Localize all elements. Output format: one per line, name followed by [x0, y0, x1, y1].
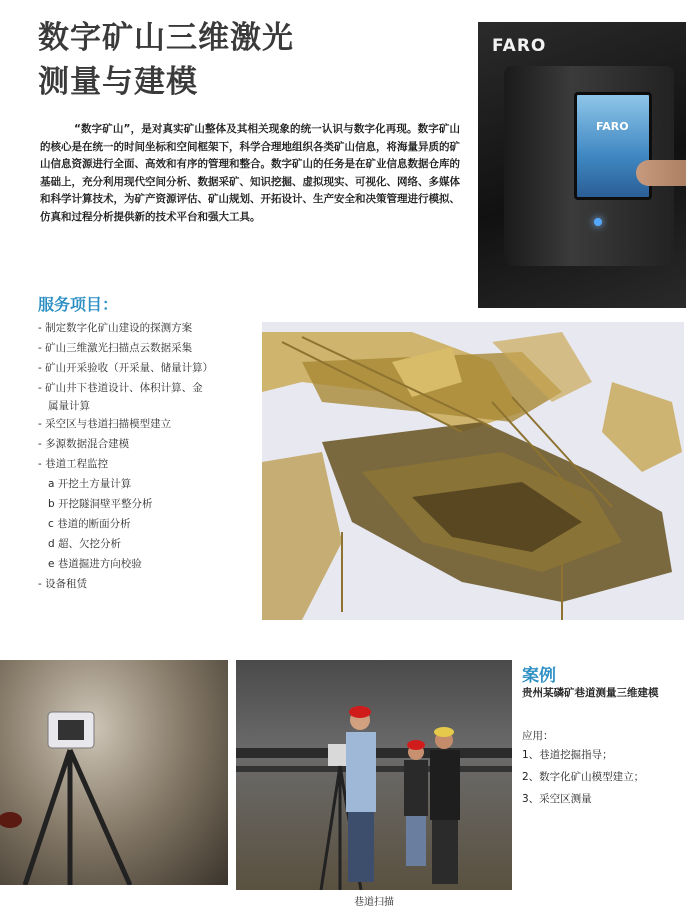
applications-label: 应用： [522, 730, 554, 742]
service-item: c 巷道的断面分析 [48, 518, 131, 530]
tunnel-scanner-photo [0, 660, 228, 885]
services-heading: 服务项目： [38, 295, 119, 314]
scanner-brand-logo: FARO [492, 36, 547, 56]
scanner-screen-logo: FARO [596, 120, 629, 133]
applications-list [522, 744, 644, 810]
service-item: - 制定数字化矿山建设的探测方案 [38, 322, 193, 334]
service-item: - 设备租赁 [38, 578, 88, 590]
survey-crew-photo [236, 660, 512, 890]
scanner-led [594, 218, 602, 226]
tripod-scanner-illustration [0, 660, 228, 885]
application-item: 3、采空区测量 [522, 793, 592, 805]
application-item: 1、巷道挖掘指导； [522, 749, 613, 761]
crew-illustration [236, 660, 512, 890]
service-item: a 开挖土方量计算 [48, 478, 132, 490]
operator-hand [636, 160, 686, 186]
point-cloud-image [262, 322, 684, 620]
service-item: b 开挖隧洞壁平整分析 [48, 498, 153, 510]
title-line-1: 数字矿山三维激光 [38, 20, 294, 56]
scanner-screen [574, 92, 652, 200]
service-item: - 矿山井下巷道设计、体积计算、金 [38, 382, 203, 394]
service-item: - 矿山三维激光扫描点云数据采集 [38, 342, 193, 354]
service-item: - 多源数据混合建模 [38, 438, 130, 450]
service-item: - 采空区与巷道扫描模型建立 [38, 418, 172, 430]
application-item: 2、数字化矿山模型建立； [522, 771, 645, 783]
case-heading: 案例 [522, 666, 556, 686]
service-item: - 矿山开采验收（开采量、储量计算） [38, 362, 214, 374]
title-line-2: 测量与建模 [38, 64, 198, 100]
service-item: 属量计算 [48, 400, 90, 412]
service-item: e 巷道掘进方向校验 [48, 558, 142, 570]
service-item: - 巷道工程监控 [38, 458, 109, 470]
case-subtitle: 贵州某磷矿巷道测量三维建模 [522, 687, 659, 699]
photo-caption: 巷道扫描 [354, 897, 394, 908]
services-list [38, 318, 268, 594]
page-title [38, 16, 458, 104]
service-item: d 超、欠挖分析 [48, 538, 122, 550]
laser-scanner-photo [478, 22, 686, 308]
intro-paragraph: “数字矿山”，是对真实矿山整体及其相关现象的统一认识与数字化再现。数字矿山的核心是在统一的时间坐标和空间框架下，科学合理地组织各类矿山信息，将海量异质的矿山信息资源进行全面、高效和有序的管理和整合。数字矿山的任务是在矿业信息数据仓库的基础上，充分利用现代空间分析、数据采矿、知识挖掘、虚拟现实、可视化、网络、多媒体和科学计算技术，为矿产资源评估、矿山规划、开拓设计、生产安全和决策管理进行模拟、仿真和过程分析提供新的技术平台和强大工具。 [40, 123, 460, 223]
